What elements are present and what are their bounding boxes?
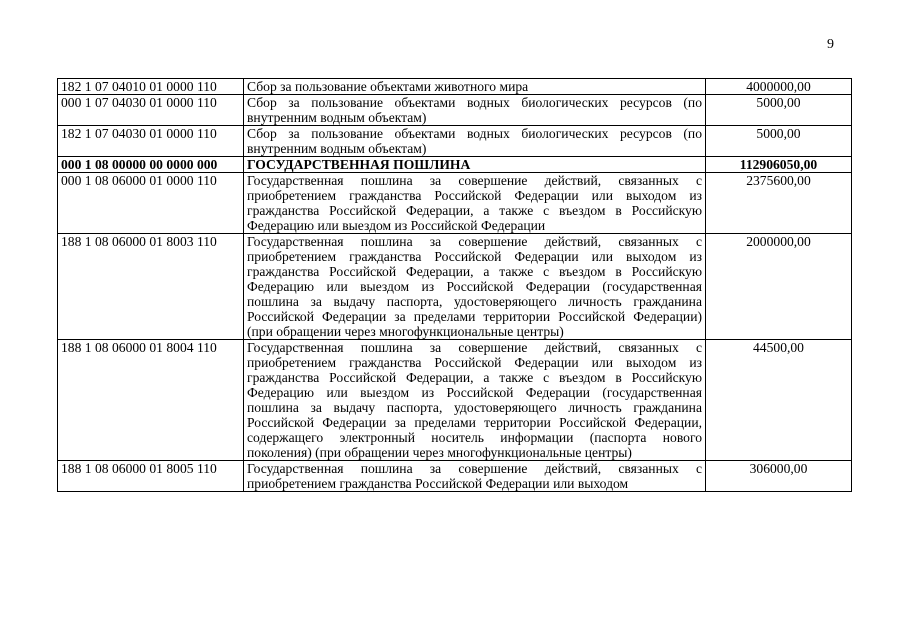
table-row-section-total bbox=[58, 157, 852, 173]
revenue-code: 188 1 08 06000 01 8004 110 bbox=[58, 340, 244, 461]
table-row bbox=[58, 95, 852, 126]
revenue-sum: 306000,00 bbox=[706, 461, 852, 492]
revenue-sum: 112906050,00 bbox=[706, 157, 852, 173]
revenue-code: 188 1 08 06000 01 8005 110 bbox=[58, 461, 244, 492]
revenue-code: 000 1 07 04030 01 0000 110 bbox=[58, 95, 244, 126]
revenue-sum: 44500,00 bbox=[706, 340, 852, 461]
revenue-code: 182 1 07 04030 01 0000 110 bbox=[58, 126, 244, 157]
revenue-sum: 5000,00 bbox=[706, 126, 852, 157]
revenue-name bbox=[244, 79, 706, 95]
revenue-name bbox=[244, 461, 706, 492]
revenue-sum: 5000,00 bbox=[706, 95, 852, 126]
page-number: 9 bbox=[827, 37, 834, 52]
revenue-name bbox=[244, 126, 706, 157]
revenue-code: 000 1 08 00000 00 0000 000 bbox=[58, 157, 244, 173]
revenue-sum: 2375600,00 bbox=[706, 173, 852, 234]
revenue-code: 000 1 08 06000 01 0000 110 bbox=[58, 173, 244, 234]
revenue-name bbox=[244, 157, 706, 173]
table-row bbox=[58, 461, 852, 492]
table-row bbox=[58, 173, 852, 234]
table-row bbox=[58, 79, 852, 95]
table-row bbox=[58, 234, 852, 340]
table-row bbox=[58, 126, 852, 157]
budget-revenue-table bbox=[57, 78, 852, 492]
revenue-name bbox=[244, 173, 706, 234]
table-row bbox=[58, 340, 852, 461]
revenue-name-text: Государственная пошлина за совершение действий, связанных с приобретением гражданства Российской Федерации или выходом из гражданства Российской Федерации, а также с въездом в Российскую Федерацию или выездом из Российской Федерации (государственная пошлина за выдачу паспорта, удостоверяющего личность гражданина Российской Федерации за пределами территории Российской Федерации) (при обращении через многофункциональные центры) bbox=[247, 234, 702, 339]
revenue-name-text: ГОСУДАРСТВЕННАЯ ПОШЛИНА bbox=[247, 157, 471, 172]
revenue-name bbox=[244, 340, 706, 461]
revenue-code: 188 1 08 06000 01 8003 110 bbox=[58, 234, 244, 340]
revenue-name-text: Сбор за пользование объектами водных биологических ресурсов (по внутренним водным объектам) bbox=[247, 95, 702, 125]
revenue-name bbox=[244, 95, 706, 126]
revenue-code: 182 1 07 04010 01 0000 110 bbox=[58, 79, 244, 95]
revenue-name bbox=[244, 234, 706, 340]
revenue-sum: 4000000,00 bbox=[706, 79, 852, 95]
revenue-name-text: Государственная пошлина за совершение действий, связанных с приобретением гражданства Российской Федерации или выходом из гражданства Российской Федерации, а также с въездом в Российскую Федерацию или выездом из Российской Федерации bbox=[247, 173, 702, 233]
revenue-name-text: Государственная пошлина за совершение действий, связанных с приобретением гражданства Российской Федерации или выходом bbox=[247, 461, 702, 491]
table-body bbox=[58, 79, 852, 492]
revenue-name-text: Сбор за пользование объектами водных биологических ресурсов (по внутренним водным объектам) bbox=[247, 126, 702, 156]
revenue-name-text: Сбор за пользование объектами животного мира bbox=[247, 79, 529, 94]
revenue-name-text: Государственная пошлина за совершение действий, связанных с приобретением гражданства Российской Федерации или выходом из гражданства Российской Федерации, а также с въездом в Российскую Федерацию или выездом из Российской Федерации (государственная пошлина за выдачу паспорта, удостоверяющего личность гражданина Российской Федерации за пределами территории Российской Федерации, содержащего электронный носитель информации (паспорта нового поколения) (при обращении через многофункциональные центры) bbox=[247, 340, 702, 460]
revenue-sum: 2000000,00 bbox=[706, 234, 852, 340]
